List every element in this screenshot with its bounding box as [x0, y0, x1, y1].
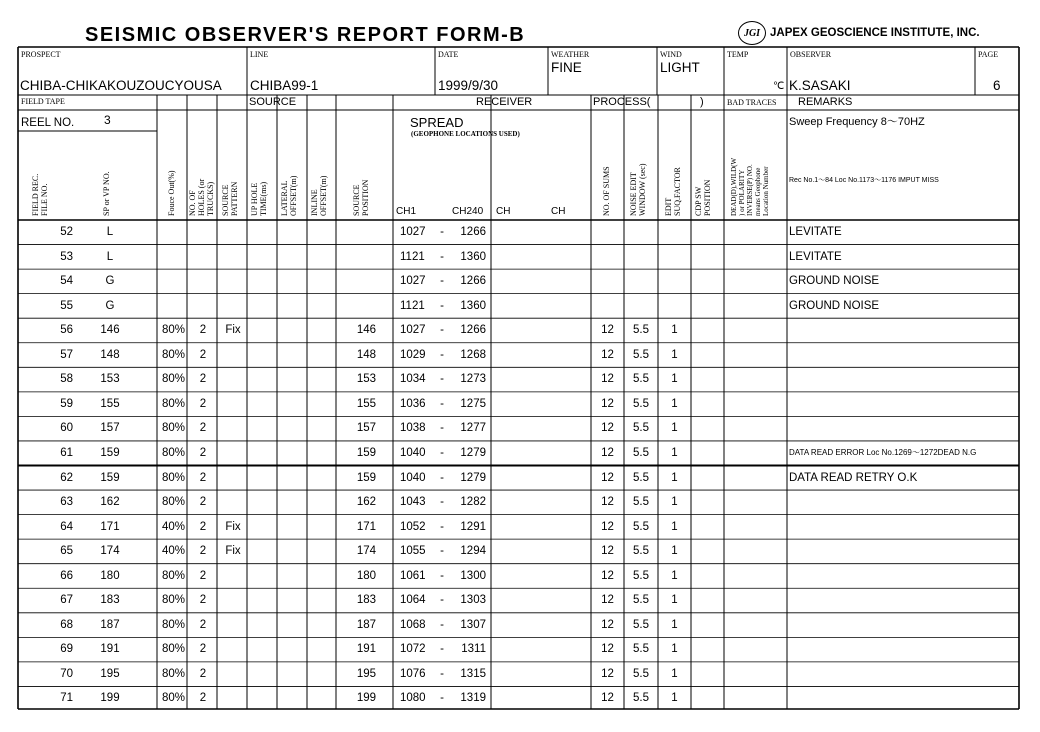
- ch1-loc: 1068: [400, 618, 426, 631]
- num-sums: 12: [601, 643, 614, 656]
- num-sums: 12: [601, 422, 614, 435]
- edit-factor: 1: [671, 471, 678, 484]
- spread-dash: -: [440, 275, 444, 288]
- force-out: 80%: [162, 594, 186, 607]
- spread-dash: -: [440, 324, 444, 337]
- edit-factor: 1: [671, 520, 678, 533]
- col-field-rec: FIELD REC. FILE NO.: [31, 173, 49, 216]
- col-cdp: CDP SW POSITION: [694, 179, 712, 216]
- page-value: 6: [993, 78, 1001, 93]
- noise-window: 5.5: [633, 545, 649, 558]
- force-out: 80%: [162, 397, 186, 410]
- rec-no: 63: [60, 496, 73, 509]
- source-position: 183: [356, 594, 376, 607]
- reel-value: 3: [104, 113, 111, 127]
- ch240-loc: 1303: [460, 594, 486, 607]
- spread-title: SPREAD: [410, 115, 464, 130]
- num-sums: 12: [601, 667, 614, 680]
- source-position: 159: [356, 471, 376, 484]
- wind-value: LIGHT: [660, 60, 700, 75]
- spread-dash: -: [440, 667, 444, 680]
- spread-dash: -: [440, 520, 444, 533]
- spread-dash: -: [440, 250, 444, 263]
- remark: LEVITATE: [789, 250, 842, 263]
- edit-factor: 1: [671, 594, 678, 607]
- force-out: 80%: [162, 643, 186, 656]
- source-position: 187: [356, 618, 376, 631]
- rec-no: 62: [60, 471, 73, 484]
- force-out: 80%: [162, 422, 186, 435]
- spread-dash: -: [440, 422, 444, 435]
- col-sp: SP or VP NO.: [102, 171, 111, 216]
- num-sums: 12: [601, 397, 614, 410]
- source-position: 174: [356, 545, 376, 558]
- holes: 2: [199, 618, 207, 631]
- ch240-loc: 1300: [460, 569, 486, 582]
- form-title: SEISMIC OBSERVER'S REPORT FORM-B: [85, 24, 526, 46]
- holes: 2: [199, 667, 207, 680]
- ch240-loc: 1279: [460, 446, 486, 459]
- holes: 2: [199, 471, 207, 484]
- ch240-loc: 1307: [460, 618, 486, 631]
- num-sums: 12: [601, 545, 614, 558]
- holes: 2: [199, 324, 207, 337]
- force-out: 80%: [162, 692, 186, 705]
- spread-dash: -: [440, 446, 444, 459]
- spread-dash: -: [440, 545, 444, 558]
- ch1-loc: 1036: [400, 397, 426, 410]
- ch1-loc: 1040: [400, 446, 426, 459]
- col-sums: NO. OF SUMS: [602, 166, 611, 216]
- force-out: 80%: [162, 496, 186, 509]
- noise-window: 5.5: [633, 373, 649, 386]
- holes: 2: [199, 348, 207, 361]
- ch1-loc: 1072: [400, 643, 426, 656]
- noise-window: 5.5: [633, 446, 649, 459]
- noise-window: 5.5: [633, 692, 649, 705]
- remark: GROUND NOISE: [789, 275, 880, 288]
- ch240-loc: 1279: [460, 471, 486, 484]
- ch1-loc: 1027: [400, 275, 426, 288]
- ch-label-b: CH: [551, 206, 566, 217]
- weather-value: FINE: [551, 60, 582, 75]
- holes: 2: [199, 422, 207, 435]
- prospect-value: CHIBA-CHIKAKOUZOUCYOUSA: [20, 78, 222, 93]
- sp-no: 174: [100, 545, 120, 558]
- remark: DATA READ RETRY O.K: [789, 471, 918, 484]
- noise-window: 5.5: [633, 496, 649, 509]
- force-out: 40%: [162, 520, 186, 533]
- edit-factor: 1: [671, 618, 678, 631]
- rec-no: 54: [60, 275, 73, 288]
- date-label: DATE: [438, 50, 459, 59]
- edit-factor: 1: [671, 348, 678, 361]
- rec-no: 55: [60, 299, 73, 312]
- rec-no: 69: [60, 643, 73, 656]
- source-position: 146: [356, 324, 376, 337]
- holes: 2: [199, 373, 207, 386]
- force-out: 80%: [162, 618, 186, 631]
- sp-no: 146: [100, 324, 120, 337]
- spread-dash: -: [440, 569, 444, 582]
- ch240-loc: 1360: [460, 250, 486, 263]
- remark: DATA READ ERROR Loc No.1269～1272DEAD N.G: [789, 447, 977, 457]
- edit-factor: 1: [671, 397, 678, 410]
- temp-unit: ℃: [773, 81, 785, 92]
- spread-dash: -: [440, 496, 444, 509]
- source-position: 157: [356, 422, 376, 435]
- sp-no: L: [106, 226, 114, 238]
- col-edit: EDIT SUQ.FACTOR: [664, 167, 682, 216]
- holes: 2: [199, 692, 207, 705]
- source-pattern: Fix: [225, 545, 241, 558]
- num-sums: 12: [601, 471, 614, 484]
- ch240-loc: 1273: [460, 373, 486, 386]
- ch1-loc: 1034: [400, 373, 426, 386]
- noise-window: 5.5: [633, 471, 649, 484]
- spread-dash: -: [440, 397, 444, 410]
- edit-factor: 1: [671, 422, 678, 435]
- sp-no: 191: [100, 643, 120, 656]
- noise-window: 5.5: [633, 618, 649, 631]
- rec-no: 71: [60, 692, 73, 705]
- sp-no: 199: [100, 692, 120, 705]
- source-position: 162: [356, 496, 376, 509]
- col-position: SOURCE POSITION: [352, 179, 370, 216]
- num-sums: 12: [601, 496, 614, 509]
- ch240-loc: 1315: [460, 667, 486, 680]
- edit-factor: 1: [671, 446, 678, 459]
- sp-no: G: [105, 275, 115, 288]
- col-uphole: UP HOLE TIME(ms): [250, 181, 268, 216]
- remark: GROUND NOISE: [789, 299, 880, 312]
- num-sums: 12: [601, 618, 614, 631]
- holes: 2: [199, 520, 207, 533]
- sp-no: L: [106, 250, 114, 263]
- force-out: 80%: [162, 373, 186, 386]
- noise-window: 5.5: [633, 348, 649, 361]
- input-miss-remark: Rec No.1～84 Loc No.1173～1176 IMPUT MISS: [789, 177, 939, 184]
- sp-no: 187: [100, 618, 120, 631]
- temp-label: TEMP: [727, 50, 749, 59]
- spread-dash: -: [440, 618, 444, 631]
- force-out: 80%: [162, 446, 186, 459]
- source-position: 180: [356, 569, 376, 582]
- ch1-loc: 1027: [400, 324, 426, 337]
- num-sums: 12: [601, 692, 614, 705]
- prospect-label: PROSPECT: [21, 50, 61, 59]
- rec-no: 58: [60, 373, 73, 386]
- edit-factor: 1: [671, 545, 678, 558]
- line-value: CHIBA99-1: [250, 78, 319, 93]
- ch240-loc: 1266: [460, 226, 486, 238]
- source-position: 199: [356, 692, 376, 705]
- source-position: 171: [356, 520, 376, 533]
- rec-no: 59: [60, 397, 73, 410]
- edit-factor: 1: [671, 667, 678, 680]
- sp-no: 155: [100, 397, 120, 410]
- line-label: LINE: [250, 50, 269, 59]
- rec-no: 61: [60, 446, 73, 459]
- ch1-loc: 1038: [400, 422, 426, 435]
- noise-window: 5.5: [633, 324, 649, 337]
- sp-no: 195: [100, 667, 120, 680]
- edit-factor: 1: [671, 373, 678, 386]
- bad-traces-label: BAD TRACES: [727, 98, 777, 107]
- num-sums: 12: [601, 324, 614, 337]
- source-section-label: SOURCE: [249, 96, 297, 108]
- ch240-loc: 1268: [460, 348, 486, 361]
- ch240-loc: 1311: [461, 643, 486, 656]
- col-noise: NOISE EDIT WINDOW (sec): [629, 163, 647, 216]
- holes: 2: [199, 446, 207, 459]
- holes: 2: [199, 545, 207, 558]
- ch-label-a: CH: [496, 206, 511, 217]
- ch1-loc: 1064: [400, 594, 426, 607]
- rec-no: 57: [60, 348, 73, 361]
- col-lateral: LATERAL OFFSET(m): [280, 175, 298, 216]
- rec-no: 67: [60, 594, 73, 607]
- company-name: JAPEX GEOSCIENCE INSTITUTE, INC.: [770, 27, 980, 39]
- ch1-loc: 1121: [400, 299, 425, 312]
- weather-label: WEATHER: [551, 50, 590, 59]
- noise-window: 5.5: [633, 569, 649, 582]
- ch240-loc: 1291: [460, 520, 486, 533]
- ch1-loc: 1043: [400, 496, 426, 509]
- sp-no: 159: [100, 471, 120, 484]
- spread-dash: -: [440, 643, 444, 656]
- noise-window: 5.5: [633, 667, 649, 680]
- noise-window: 5.5: [633, 397, 649, 410]
- num-sums: 12: [601, 520, 614, 533]
- ch1-loc: 1029: [400, 348, 426, 361]
- force-out: 80%: [162, 569, 186, 582]
- source-position: 148: [356, 348, 376, 361]
- ch240-loc: 1275: [460, 397, 486, 410]
- sweep-remark: Sweep Frequency 8～70HZ: [789, 116, 925, 128]
- spread-dash: -: [440, 471, 444, 484]
- ch1-loc: 1052: [400, 520, 426, 533]
- holes: 2: [199, 569, 207, 582]
- sp-no: 148: [100, 348, 120, 361]
- ch240-loc: 1294: [460, 545, 486, 558]
- ch240-loc: 1277: [460, 422, 486, 435]
- force-out: 80%: [162, 324, 186, 337]
- rec-no: 52: [60, 226, 73, 238]
- source-position: 155: [356, 397, 376, 410]
- observer-label: OBSERVER: [790, 50, 832, 59]
- sp-no: 153: [100, 373, 120, 386]
- force-out: 80%: [162, 471, 186, 484]
- sp-no: 180: [100, 569, 120, 582]
- jgi-logo-icon: JGI: [738, 21, 766, 45]
- source-position: 191: [356, 643, 376, 656]
- spread-dash: -: [440, 226, 444, 238]
- sp-no: 162: [100, 496, 120, 509]
- spread-dash: -: [440, 373, 444, 386]
- col-inline: INLINE OFFSET(m): [310, 175, 328, 216]
- ch240-loc: 1319: [460, 692, 486, 705]
- col-holes: NO. OF HOLES (or TRUCKS): [188, 178, 215, 216]
- force-out: 80%: [162, 667, 186, 680]
- sp-no: 171: [100, 520, 120, 533]
- col-pattern: SOURCE PATTERN: [221, 181, 239, 216]
- sp-no: 157: [100, 422, 120, 435]
- sp-no: G: [105, 299, 115, 312]
- edit-factor: 1: [671, 324, 678, 337]
- num-sums: 12: [601, 594, 614, 607]
- receiver-section-label: RECEIVER: [476, 96, 533, 108]
- ch1-loc: 1080: [400, 692, 426, 705]
- source-position: 153: [356, 373, 376, 386]
- spread-dash: -: [440, 299, 444, 312]
- num-sums: 12: [601, 373, 614, 386]
- force-out: 80%: [162, 348, 186, 361]
- source-position: 195: [356, 667, 376, 680]
- num-sums: 12: [601, 446, 614, 459]
- edit-factor: 1: [671, 692, 678, 705]
- noise-window: 5.5: [633, 520, 649, 533]
- noise-window: 5.5: [633, 594, 649, 607]
- num-sums: 12: [601, 348, 614, 361]
- process-section-label: PROCESS(: [593, 96, 651, 108]
- remarks-section-label: REMARKS: [798, 96, 853, 108]
- ch1-loc: 1061: [400, 569, 426, 582]
- noise-window: 5.5: [633, 643, 649, 656]
- edit-factor: 1: [671, 643, 678, 656]
- ch240-loc: 1266: [460, 275, 486, 288]
- holes: 2: [199, 496, 207, 509]
- spread-dash: -: [440, 348, 444, 361]
- ch240-loc: 1282: [460, 496, 486, 509]
- rec-no: 70: [60, 667, 73, 680]
- source-position: 159: [356, 446, 376, 459]
- ch1-loc: 1055: [400, 545, 426, 558]
- holes: 2: [199, 397, 207, 410]
- ch1-loc: 1027: [400, 226, 426, 238]
- date-value: 1999/9/30: [438, 78, 499, 93]
- observer-value: K.SASAKI: [789, 78, 851, 93]
- rec-no: 53: [60, 250, 73, 263]
- sp-no: 183: [100, 594, 120, 607]
- source-pattern: Fix: [225, 324, 241, 337]
- ch1-loc: 1040: [400, 471, 426, 484]
- force-out: 40%: [162, 545, 186, 558]
- process-close: ): [700, 96, 704, 108]
- rec-no: 64: [60, 520, 73, 533]
- rec-no: 56: [60, 324, 73, 337]
- spread-dash: -: [440, 692, 444, 705]
- ch240-label: CH240: [452, 206, 484, 217]
- col-bad-traces: DEAD(D),WILD(W ) or POLARITY INVERSE(P) NO. means Geophone Location Number: [730, 157, 770, 216]
- ch240-loc: 1360: [460, 299, 486, 312]
- edit-factor: 1: [671, 496, 678, 509]
- sp-no: 159: [100, 446, 120, 459]
- ch1-loc: 1121: [400, 250, 425, 263]
- holes: 2: [199, 643, 207, 656]
- col-force: Fouce Out(%): [167, 170, 176, 216]
- reel-label: REEL NO.: [21, 117, 75, 129]
- ch1-label: CH1: [396, 206, 417, 217]
- page-label: PAGE: [978, 50, 999, 59]
- rec-no: 68: [60, 618, 73, 631]
- rec-no: 66: [60, 569, 73, 582]
- ch240-loc: 1266: [460, 324, 486, 337]
- field-tape-label: FIELD TAPE: [21, 97, 65, 106]
- rec-no: 60: [60, 422, 73, 435]
- remark: LEVITATE: [789, 226, 842, 238]
- holes: 2: [199, 594, 207, 607]
- source-pattern: Fix: [225, 520, 241, 533]
- edit-factor: 1: [671, 569, 678, 582]
- spread-subtitle: (GEOPHONE LOCATIONS USED): [411, 130, 520, 138]
- spread-dash: -: [440, 594, 444, 607]
- num-sums: 12: [601, 569, 614, 582]
- rec-no: 65: [60, 545, 73, 558]
- noise-window: 5.5: [633, 422, 649, 435]
- ch1-loc: 1076: [400, 667, 426, 680]
- wind-label: WIND: [660, 50, 682, 59]
